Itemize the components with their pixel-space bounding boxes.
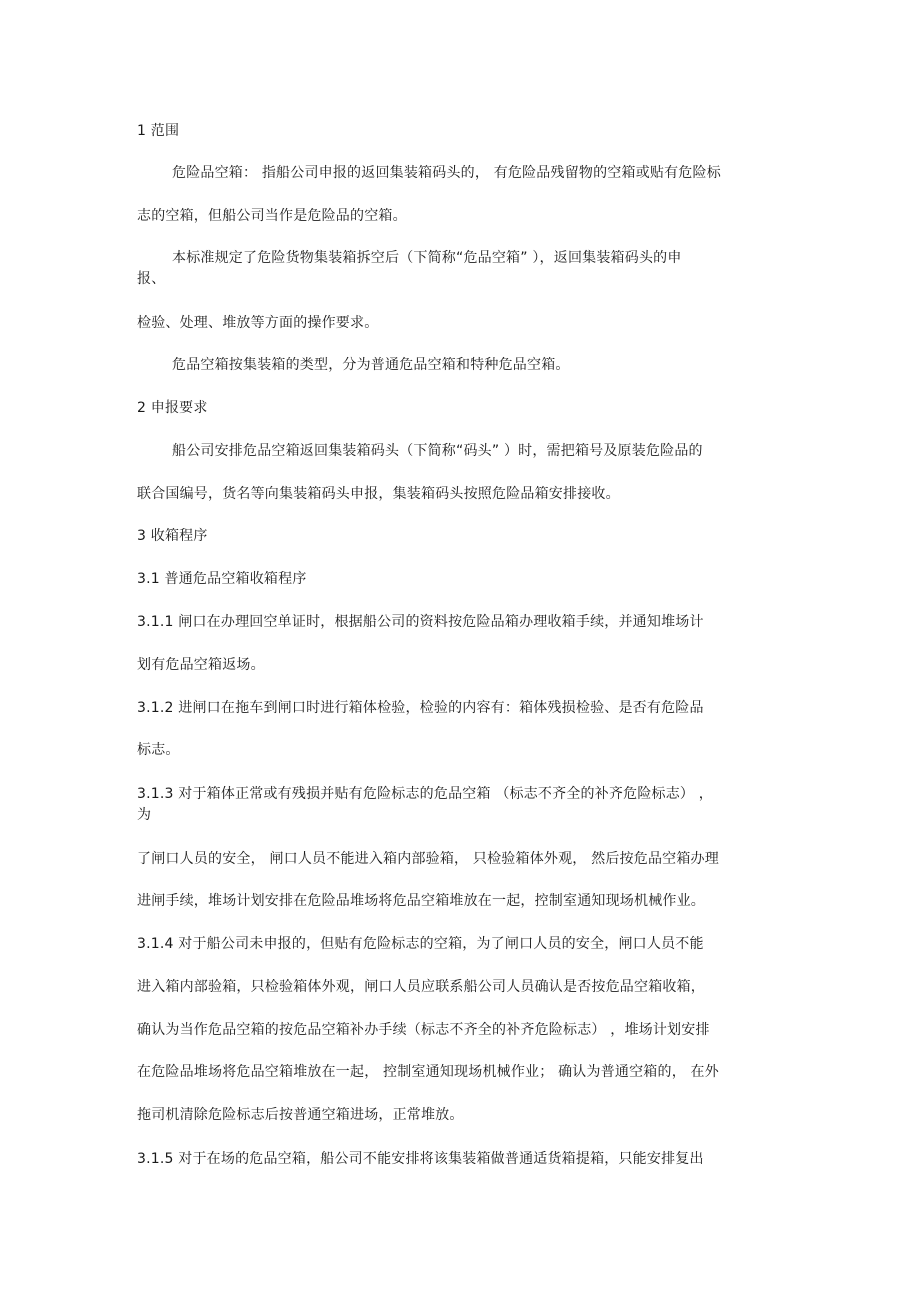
paragraph-line: 进入箱内部验箱，只检验箱体外观，闸口人员应联系船公司人员确认是否按危品空箱收箱， <box>137 979 705 995</box>
paragraph-line: 在危险品堆场将危品空箱堆放在一起， 控制室通知现场机械作业； 确认为普通空箱的， 在外 <box>137 1064 719 1080</box>
paragraph-line: 3.1.3 对于箱体正常或有残损并贴有危险标志的危品空箱 （标志不齐全的补齐危险标志） ， <box>137 786 713 802</box>
paragraph-line: 危险品空箱： 指船公司申报的返回集装箱码头的， 有危险品残留物的空箱或贴有危险标 <box>172 165 721 181</box>
paragraph-line: 划有危品空箱返场。 <box>137 657 265 673</box>
paragraph-line: 船公司安排危品空箱返回集装箱码头（下简称“码头” ）时，需把箱号及原装危险品的 <box>172 443 703 459</box>
paragraph-line: 3.1.2 进闸口在拖车到闸口时进行箱体检验，检验的内容有：箱体残损检验、是否有危险品 <box>137 700 704 716</box>
paragraph-line: 确认为当作危品空箱的按危品空箱补办手续（标志不齐全的补齐危险标志） ，堆场计划安排 <box>137 1022 710 1038</box>
paragraph-line: 进闸手续，堆场计划安排在危险品堆场将危品空箱堆放在一起，控制室通知现场机械作业。 <box>137 893 705 909</box>
paragraph-line: 本标准规定了危险货物集装箱拆空后（下简称“危品空箱” ），返回集装箱码头的申 <box>172 250 682 266</box>
paragraph-line: 拖司机清除危险标志后按普通空箱进场，正常堆放。 <box>137 1107 464 1123</box>
paragraph-line: 危品空箱按集装箱的类型，分为普通危品空箱和特种危品空箱。 <box>172 357 570 373</box>
paragraph-line: 联合国编号，货名等向集装箱码头申报，集装箱码头按照危险品箱安排接收。 <box>137 486 620 502</box>
heading-1-scope: 1 范围 <box>137 123 180 139</box>
paragraph-line: 了闸口人员的安全， 闸口人员不能进入箱内部验箱， 只检验箱体外观， 然后按危品空箱办理 <box>137 851 719 867</box>
paragraph-line: 检验、处理、堆放等方面的操作要求。 <box>137 315 379 331</box>
paragraph-line: 3.1.1 闸口在办理回空单证时，根据船公司的资料按危险品箱办理收箱手续，并通知堆场计 <box>137 614 704 630</box>
paragraph-line: 为 <box>137 807 152 823</box>
paragraph-line: 志的空箱，但船公司当作是危险品的空箱。 <box>137 208 407 224</box>
heading-3-receiving: 3 收箱程序 <box>137 528 208 544</box>
paragraph-line: 3.1.5 对于在场的危品空箱，船公司不能安排将该集装箱做普通适货箱提箱，只能安排复出 <box>137 1151 704 1167</box>
heading-3-1: 3.1 普通危品空箱收箱程序 <box>137 571 307 587</box>
paragraph-line: 标志。 <box>137 742 180 758</box>
heading-2-declaration: 2 申报要求 <box>137 400 208 416</box>
paragraph-line: 3.1.4 对于船公司未申报的，但贴有危险标志的空箱，为了闸口人员的安全，闸口人员不能 <box>137 936 704 952</box>
paragraph-line: 报、 <box>137 271 166 287</box>
